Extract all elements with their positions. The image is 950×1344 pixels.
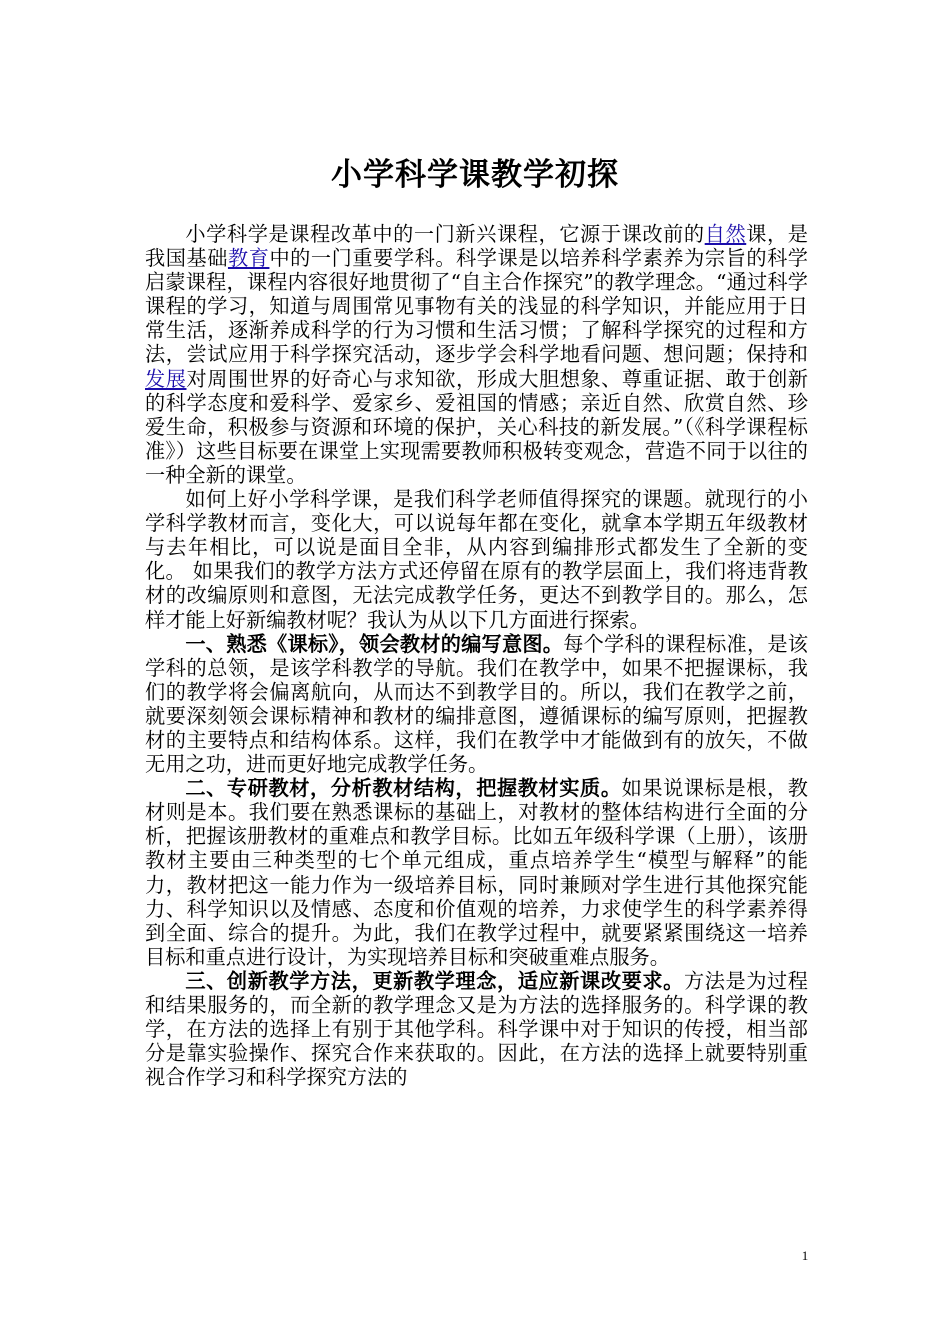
link-nature[interactable]: 自然 — [704, 222, 747, 246]
page-title: 小学科学课教学初探 — [331, 156, 619, 193]
paragraph-text: 课，是我国基础 — [145, 222, 808, 271]
paragraph-text: 中的一门重要学科。科学课是以培养科学素养为宗旨的科学启蒙课程，课程内容很好地贯彻了“自主合作探究”的教学理念。“通过科学课程的学习，知道与周围常见事物有关的浅显的科学知识，并能应用于日常生活，逐渐养成科学的行为习惯和生活习惯；了解科学探究的过程和方法，尝试应用于科学探究活动，逐步学会科学地看问题、想问题；保持和 — [145, 246, 808, 367]
paragraph-question: 如何上好小学科学课，是我们科学老师值得探究的课题。就现行的小学科学教材而言，变化大，可以说每年都在变化，就拿本学期五年级教材与去年相比，可以说是面目全非，从内容到编排形式都发生了全新的变化。 如果我们的教学方法方式还停留在原有的教学层面上，我们将违背教材的改编原则和意图，无法完成教学任务，更达不到教学目的。那么，怎样才能上好新编教材呢？我认为从以下几方面进行探索。 — [145, 487, 808, 632]
link-education[interactable]: 教育 — [227, 246, 270, 271]
paragraph-section-2 — [145, 776, 808, 969]
paragraph-text: 对周围世界的好奇心与求知欲，形成大胆想象、尊重证据、敢于创新的科学态度和爱科学、爱家乡、爱祖国的情感；亲近自然、欣赏自然、珍爱生命，积极参与资源和环境的保护，关心科技的新发展。”（《科学课程标准》）这些目标要在课堂上实现需要教师积极转变观念，营造不同于以往的一种全新的课堂。 — [145, 366, 808, 487]
paragraph-intro — [145, 222, 808, 487]
page-number: 1 — [801, 1248, 809, 1263]
link-development[interactable]: 发展 — [145, 366, 187, 391]
section-heading-2: 二、专研教材，分析教材结构，把握教材实质。 — [185, 776, 622, 801]
document-body — [145, 222, 808, 1089]
paragraph-section-3 — [145, 969, 808, 1089]
paragraph-text: 小学科学是课程改革中的一门新兴课程，它源于课改前的 — [185, 222, 705, 246]
paragraph-text: 如果说课标是根，教材则是本。我们要在熟悉课标的基础上，对教材的整体结构进行全面的分析，把握该册教材的重难点和教学目标。比如五年级科学课（上册），该册教材主要由三种类型的七个单元组成，重点培养学生“模型与解释”的能力，教材把这一能力作为一级培养目标，同时兼顾对学生进行其他探究能力、科学知识以及情感、态度和价值观的培养，力求使学生的科学素养得到全面、综合的提升。为此，我们在教学过程中，就要紧紧围绕这一培养目标和重点进行设计，为实现培养目标和突破重难点服务。 — [145, 776, 808, 969]
section-heading-1: 一、熟悉《课标》，领会教材的编写意图。 — [185, 631, 564, 656]
paragraph-text: 方法是为过程和结果服务的，而全新的教学理念又是为方法的选择服务的。科学课的教学，在方法的选择上有别于其他学科。科学课中对于知识的传授，相当部分是靠实验操作、探究合作来获取的。因此，在方法的选择上就要特别重视合作学习和科学探究方法的 — [145, 968, 808, 1090]
paragraph-text: 每个学科的课程标准，是该学科的总领，是该学科教学的导航。我们在教学中，如果不把握课标，我们的教学将会偏离航向，从而达不到教学目的。所以，我们在教学之前，就要深刻领会课标精神和教材的编排意图，遵循课标的编写原则，把握教材的主要特点和结构体系。这样，我们在教学中才能做到有的放矢，不做无用之功，进而更好地完成教学任务。 — [145, 631, 808, 777]
paragraph-section-1 — [145, 632, 808, 777]
section-heading-3: 三、创新教学方法，更新教学理念，适应新课改要求。 — [185, 968, 684, 993]
